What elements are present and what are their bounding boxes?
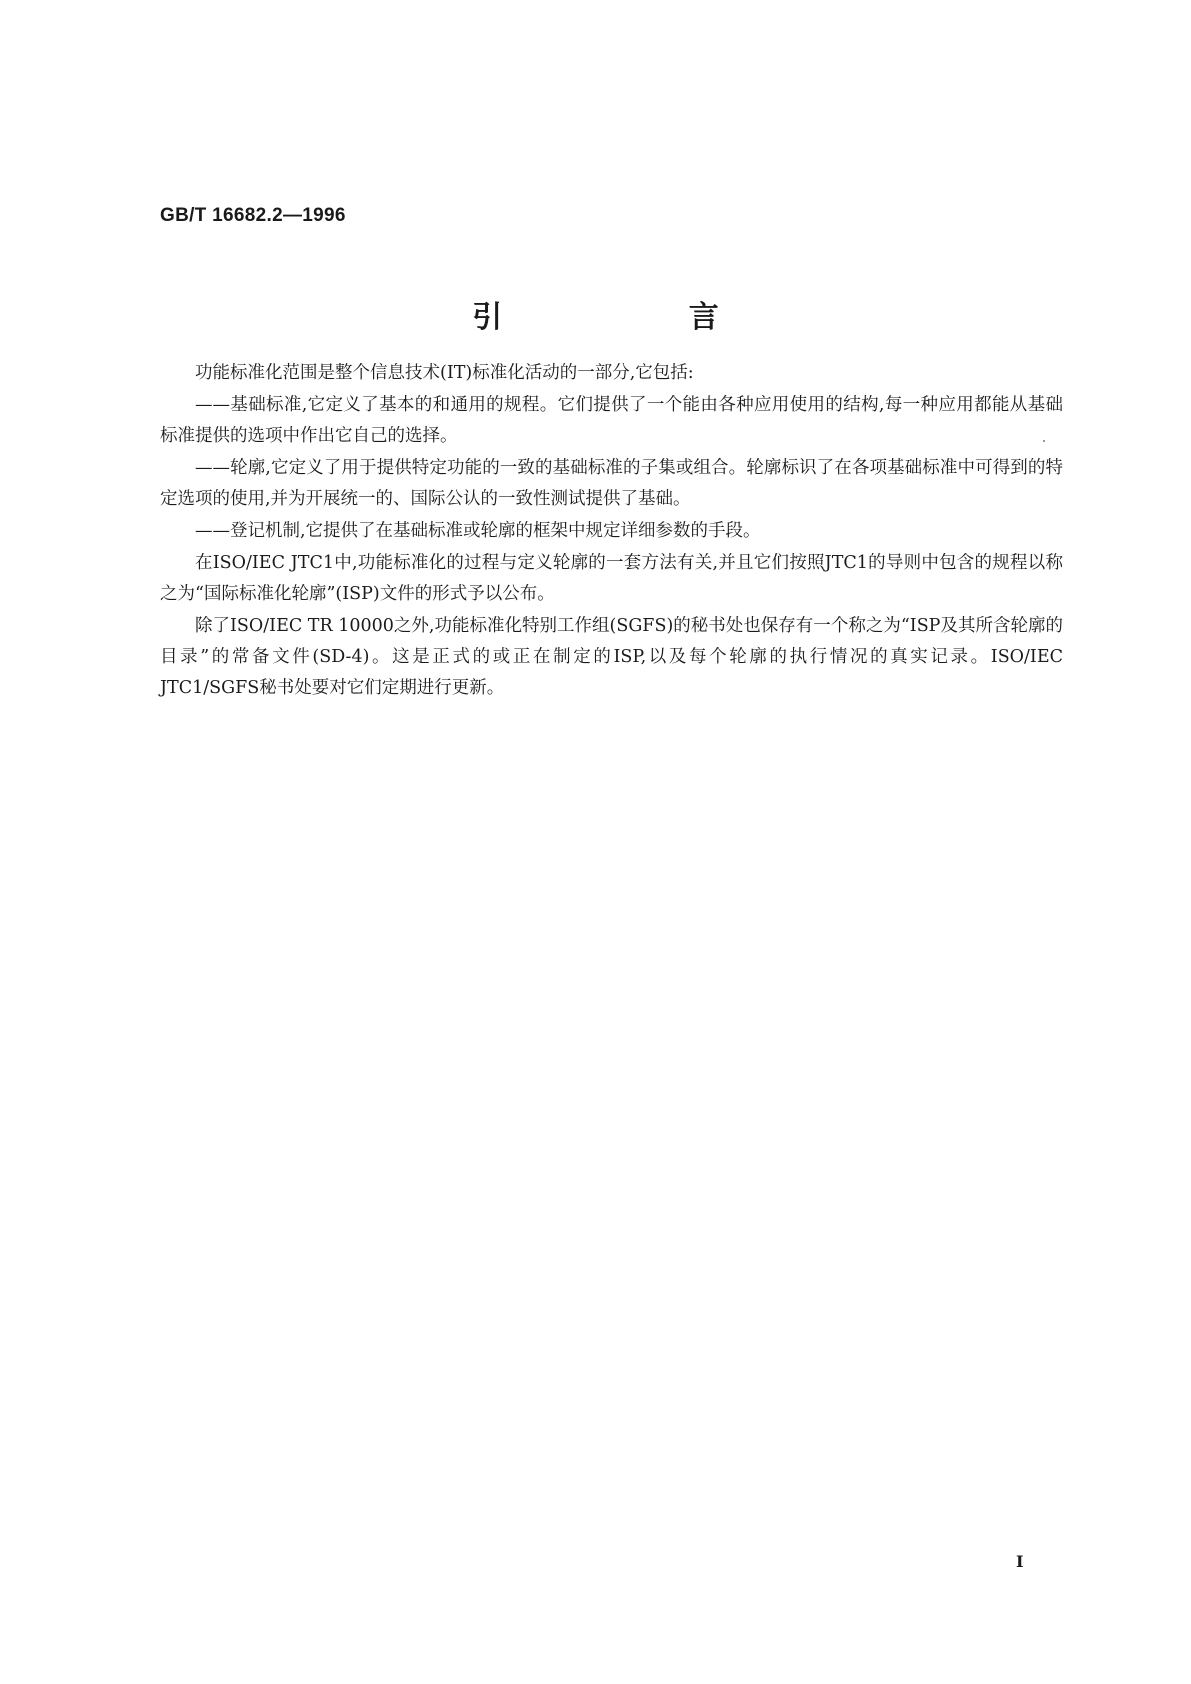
section-title: 引 言 [472,300,807,335]
standard-code: GB/T 16682.2—1996 [160,205,346,226]
page-number: I [1016,1552,1024,1571]
paragraph-sgfs-secretariat: 除了ISO/IEC TR 10000之外,功能标准化特别工作组(SGFS)的秘书处也保存有一个称之为“ISP及其所含轮廓的目录”的常备文件(SD-4)。这是正式的或正在制定的ISP,以及每个轮廓的执行情况的真实记录。ISO/IEC JTC1/SGFS秘书处要对它们定期进行更新。 [160,616,1063,698]
body-text [160,358,1063,705]
paragraph-registration: ——登记机制,它提供了在基础标准或轮廓的框架中规定详细参数的手段。 [195,521,761,541]
paragraph-jtc1-process: 在ISO/IEC JTC1中,功能标准化的过程与定义轮廓的一套方法有关,并且它们按照JTC1的导则中包含的规程以称之为“国际标准化轮廓”(ISP)文件的形式予以公布。 [160,553,1063,604]
paragraph-base-standards: ——基础标准,它定义了基本的和通用的规程。它们提供了一个能由各种应用使用的结构,每一种应用都能从基础标准提供的选项中作出它自己的选择。 [160,395,1063,446]
scan-speck [1043,440,1045,442]
paragraph-profiles: ——轮廓,它定义了用于提供特定功能的一致的基础标准的子集或组合。轮廓标识了在各项基础标准中可得到的特定选项的使用,并为开展统一的、国际公认的一致性测试提供了基础。 [160,458,1063,509]
paragraph-scope: 功能标准化范围是整个信息技术(IT)标准化活动的一部分,它包括: [195,363,694,383]
